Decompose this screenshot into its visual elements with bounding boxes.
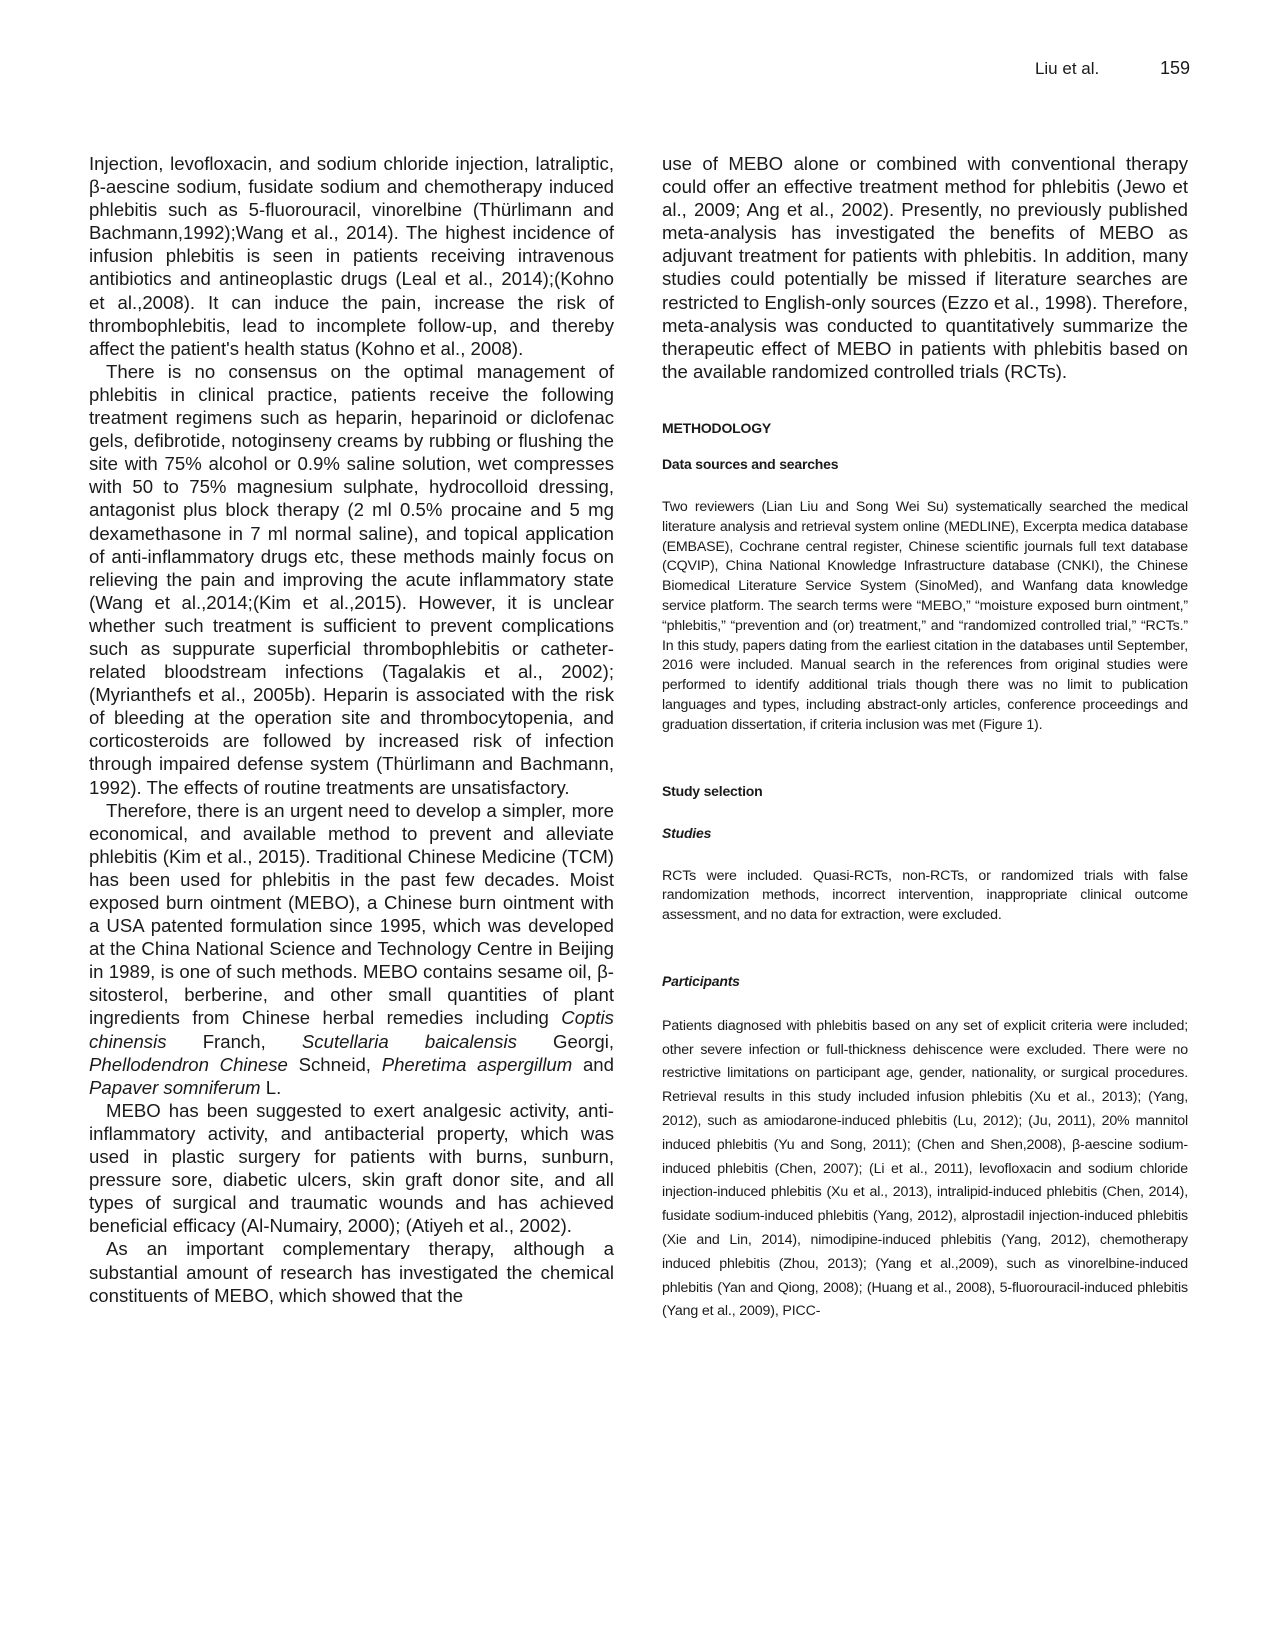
- running-header: [1035, 58, 1190, 79]
- right-column: [662, 152, 1188, 1324]
- left-paragraph-2: There is no consensus on the optimal management of phlebitis in clinical practice, patients receive the following treatment regimens such as heparin, heparinoid or diclofenac gels, defibrotide, notoginseny creams by rubbing or flushing the site with 75% alcohol or 0.9% saline solution, wet compresses with 50 to 75% magnesium sulphate, hydrocolloid dressing, antagonist plus block therapy (2 ml 0.5% procaine and 5 mg dexamethasone in 7 ml normal saline), and topical application of anti-inflammatory drugs etc, these methods mainly focus on relieving the pain and improving the acute inflammatory state (Wang et al.,2014;(Kim et al.,2015). However, it is unclear whether such treatment is sufficient to prevent complications such as suppurate superficial thrombophlebitis or catheter-related bloodstream infections (Tagalakis et al., 2002); (Myrianthefs et al., 2005b). Heparin is associated with the risk of bleeding at the operation site and thrombocytopenia, and corticosteroids are followed by increased risk of infection through impaired defense system (Thürlimann and Bachmann, 1992). The effects of routine treatments are unsatisfactory.: [89, 360, 614, 798]
- species-name: Coptis chinensis: [89, 1007, 614, 1052]
- left-paragraph-3-text: Therefore, there is an urgent need to develop a simpler, more economical, and available method to prevent and alleviate phlebitis (Kim et al., 2015). Traditional Chinese Medicine (TCM) has been used for phlebitis in the past few decades. Moist exposed burn ointment (MEBO), a Chinese burn ointment with a USA patented formulation since 1995, which was developed at the China National Science and Technology Centre in Beijing in 1989, is one of such methods. MEBO contains sesame oil, β-sitosterol, berberine, and other small quantities of plant ingredients from Chinese herbal remedies including: [89, 799, 614, 1029]
- species-name: Pheretima aspergillum: [381, 1053, 573, 1075]
- paragraph-studies: RCTs were included. Quasi-RCTs, non-RCTs, or randomized trials with false randomization methods, incorrect intervention, inappropriate clinical outcome assessment, and no data for extraction, were excluded.: [662, 867, 1188, 924]
- inline-text: L.: [260, 1076, 282, 1098]
- page-number: 159: [1159, 58, 1190, 78]
- subheading-studies: Studies: [662, 824, 712, 841]
- running-author: Liu et al.: [1034, 59, 1100, 78]
- right-paragraph-1: use of MEBO alone or combined with conventional therapy could offer an effective treatment method for phlebitis (Jewo et al., 2009; Ang et al., 2002). Presently, no previously published meta-analysis has investigated the benefits of MEBO as adjuvant treatment for patients with phlebitis. In addition, many studies could potentially be missed if literature searches are restricted to English-only sources (Ezzo et al., 1998). Therefore, meta-analysis was conducted to quantitatively summarize the therapeutic effect of MEBO in patients with phlebitis based on the available randomized controlled trials (RCTs).: [662, 153, 1188, 382]
- left-paragraph-1: Injection, levofloxacin, and sodium chloride injection, latraliptic, β-aescine sodium, fusidate sodium and chemotherapy induced phlebitis such as 5-fluorouracil, vinorelbine (Thürlimann and Bachmann,1992);Wang et al., 2014). The highest incidence of infusion phlebitis is seen in patients receiving intravenous antibiotics and antineoplastic drugs (Leal et al., 2014);(Kohno et al.,2008). It can induce the pain, increase the risk of thrombophlebitis, lead to incomplete follow-up, and thereby affect the patient's health status (Kohno et al., 2008).: [89, 153, 614, 359]
- species-name: Phellodendron Chinese: [89, 1053, 288, 1075]
- inline-text: Schneid,: [287, 1053, 382, 1075]
- left-column: [89, 152, 614, 1307]
- left-paragraph-4: MEBO has been suggested to exert analgesic activity, anti-inflammatory activity, and antibacterial property, which was used in plastic surgery for patients with burns, sunburn, pressure sore, diabetic ulcers, skin graft donor site, and all types of surgical and traumatic wounds and has achieved beneficial efficacy (Al-Numairy, 2000); (Atiyeh et al., 2002).: [89, 1099, 614, 1237]
- paragraph-data-sources: Two reviewers (Lian Liu and Song Wei Su) systematically searched the medical literature analysis and retrieval system online (MEDLINE), Excerpta medica database (EMBASE), Cochrane central register, Chinese scientific journals full text database (CQVIP), China National Knowledge Infrastructure database (CNKI), the Chinese Biomedical Literature Service System (SinoMed), and Wanfang data knowledge service platform. The search terms were “MEBO,” “moisture exposed burn ointment,” “phlebitis,” “prevention and (or) treatment,” and “randomized controlled trial,” “RCTs.” In this study, papers dating from the earliest citation in the databases until September, 2016 were included. Manual search in the references from original studies were performed to identify additional trials though there was no limit to publication languages and types, including abstract-only articles, conference proceedings and graduation dissertation, if criteria inclusion was met (Figure 1).: [662, 498, 1188, 733]
- species-name: Scutellaria baicalensis: [301, 1030, 517, 1052]
- paragraph-participants: Patients diagnosed with phlebitis based on any set of explicit criteria were included; other severe infection or full-thickness dehiscence were excluded. There were no restrictive limitations on participant age, gender, nationality, or surgical procedures. Retrieval results in this study included infusion phlebitis (Xu et al., 2013); (Yang, 2012), such as amiodarone-induced phlebitis (Lu, 2012); (Ju, 2011), 20% mannitol induced phlebitis (Yu and Song, 2011); (Chen and Shen,2008), β-aescine sodium-induced phlebitis (Chen, 2007); (Li et al., 2011), levofloxacin and sodium chloride injection-induced phlebitis (Xu et al., 2013), intralipid-induced phlebitis (Chen, 2014), fusidate sodium-induced phlebitis (Yang, 2012), alprostadil injection-induced phlebitis (Xie and Lin, 2014), nimodipine-induced phlebitis (Yang, 2012), chemotherapy induced phlebitis (Zhou, 2013); (Yang et al.,2009), such as vinorelbine-induced phlebitis (Yan and Qiong, 2008); (Huang et al., 2008), 5-fluorouracil-induced phlebitis (Yang et al., 2009), PICC-: [662, 1017, 1188, 1320]
- species-name: Papaver somniferum: [89, 1076, 261, 1098]
- left-paragraph-5: As an important complementary therapy, although a substantial amount of research has investigated the chemical constituents of MEBO, which showed that the: [89, 1238, 614, 1306]
- subheading-data-sources: Data sources and searches: [662, 455, 839, 472]
- inline-text: and: [572, 1053, 614, 1075]
- subheading-participants: Participants: [662, 972, 740, 989]
- section-heading-methodology: METHODOLOGY: [662, 419, 772, 436]
- left-paragraph-3: [89, 799, 614, 1099]
- inline-text: Georgi,: [516, 1030, 615, 1052]
- subheading-study-selection: Study selection: [662, 782, 763, 799]
- inline-text: Franch,: [166, 1030, 302, 1052]
